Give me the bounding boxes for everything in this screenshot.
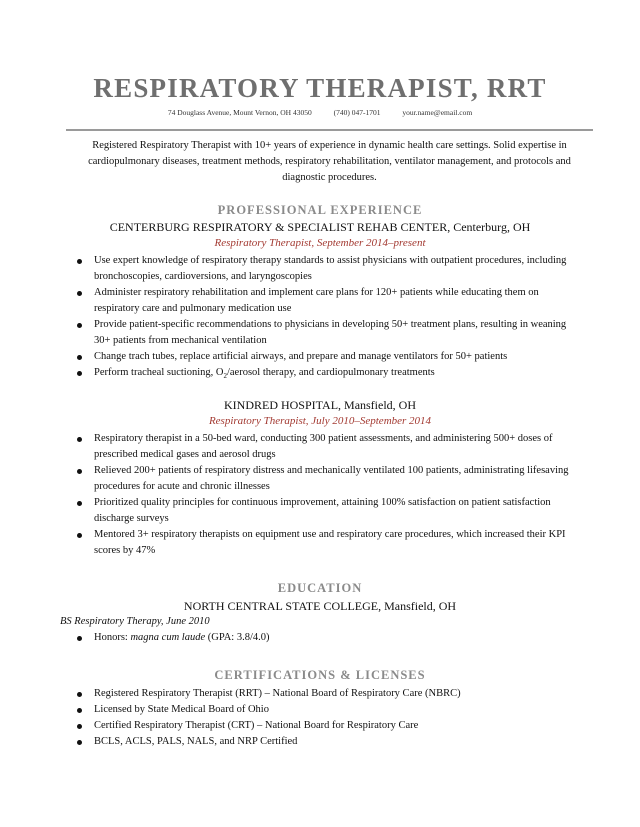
honors-gpa: (GPA: 3.8/4.0)	[207, 632, 270, 643]
section-title-experience: PROFESSIONAL EXPERIENCE	[217, 203, 423, 217]
list-item: Use expert knowledge of respiratory therapy standards to assist physicians with outpatient procedures, including bronchoscopies, cardioversions, and laryngoscopies	[75, 253, 585, 285]
list-item: BCLS, ACLS, PALS, NALS, and NRP Certified	[75, 734, 585, 750]
job-bullets-1	[75, 253, 585, 384]
school-name: NORTH CENTRAL STATE COLLEGE, Mansfield, OH	[183, 599, 457, 613]
honors-value: magna cum laude	[130, 632, 206, 643]
section-title-certifications: CERTIFICATIONS & LICENSES	[214, 668, 426, 682]
contact-phone: (740) 047-1701	[333, 108, 381, 117]
list-item: Licensed by State Medical Board of Ohio	[75, 702, 585, 718]
list-item: Change trach tubes, replace artificial airways, and prepare and manage ventilators for 50+ patients	[75, 349, 585, 365]
list-item: Registered Respiratory Therapist (RRT) – National Board of Respiratory Care (NBRC)	[75, 686, 585, 702]
list-item: Mentored 3+ respiratory therapists on equipment use and respiratory care procedures, which increased their KPI scores by 47%	[75, 527, 585, 559]
list-item: Respiratory therapist in a 50-bed ward, conducting 300 patient assessments, and administering 500+ doses of prescribed medical gases and aerosol drugs	[75, 431, 585, 463]
degree-line: BS Respiratory Therapy, June 2010	[60, 616, 210, 627]
job-role-2: Respiratory Therapist, July 2010–September 2014	[208, 415, 432, 427]
honors-item	[75, 630, 585, 646]
list-item: Administer respiratory rehabilitation and implement care plans for 120+ patients while educating them on respiratory care and pulmonary medication use	[75, 285, 585, 317]
contact-address: 74 Douglass Avenue, Mount Vernon, OH 43050	[167, 108, 312, 117]
list-item: Relieved 200+ patients of respiratory distress and mechanically ventilated 100 patients, administrating lifesaving procedures for acute and chronic illnesses	[75, 463, 585, 495]
contact-line	[0, 108, 640, 118]
job-org-1: CENTERBURG RESPIRATORY & SPECIALIST REHAB CENTER, Centerburg, OH	[109, 220, 531, 234]
job-bullets-2	[75, 431, 585, 559]
job-role-1: Respiratory Therapist, September 2014–present	[214, 237, 426, 249]
honors-label: Honors:	[94, 632, 128, 643]
header-divider	[66, 129, 593, 131]
list-item: Certified Respiratory Therapist (CRT) – National Board for Respiratory Care	[75, 718, 585, 734]
job-org-2: KINDRED HOSPITAL, Mansfield, OH	[223, 398, 417, 412]
list-item: Perform tracheal suctioning, $O_2$/aerosol therapy, and cardiopulmonary treatments	[75, 365, 585, 384]
section-title-education: EDUCATION	[277, 581, 363, 595]
summary-paragraph: Registered Respiratory Therapist with 10+ years of experience in dynamic health care settings. Solid expertise in cardiopulmonary diseases, treatment methods, respiratory rehabilitation, ventilator management, and protocols and diagnostic procedures.	[88, 140, 571, 183]
honors-list	[75, 630, 585, 646]
contact-email: your.name@email.com	[402, 108, 473, 117]
list-item: Prioritized quality principles for continuous improvement, attaining 100% satisfaction on patient satisfaction discharge surveys	[75, 495, 585, 527]
resume-name: RESPIRATORY THERAPIST, RRT	[93, 73, 547, 103]
certifications-list	[75, 686, 585, 750]
list-item: Provide patient-specific recommendations to physicians in developing 50+ treatment plans, resulting in weaning 30+ patients from mechanical ventilation	[75, 317, 585, 349]
